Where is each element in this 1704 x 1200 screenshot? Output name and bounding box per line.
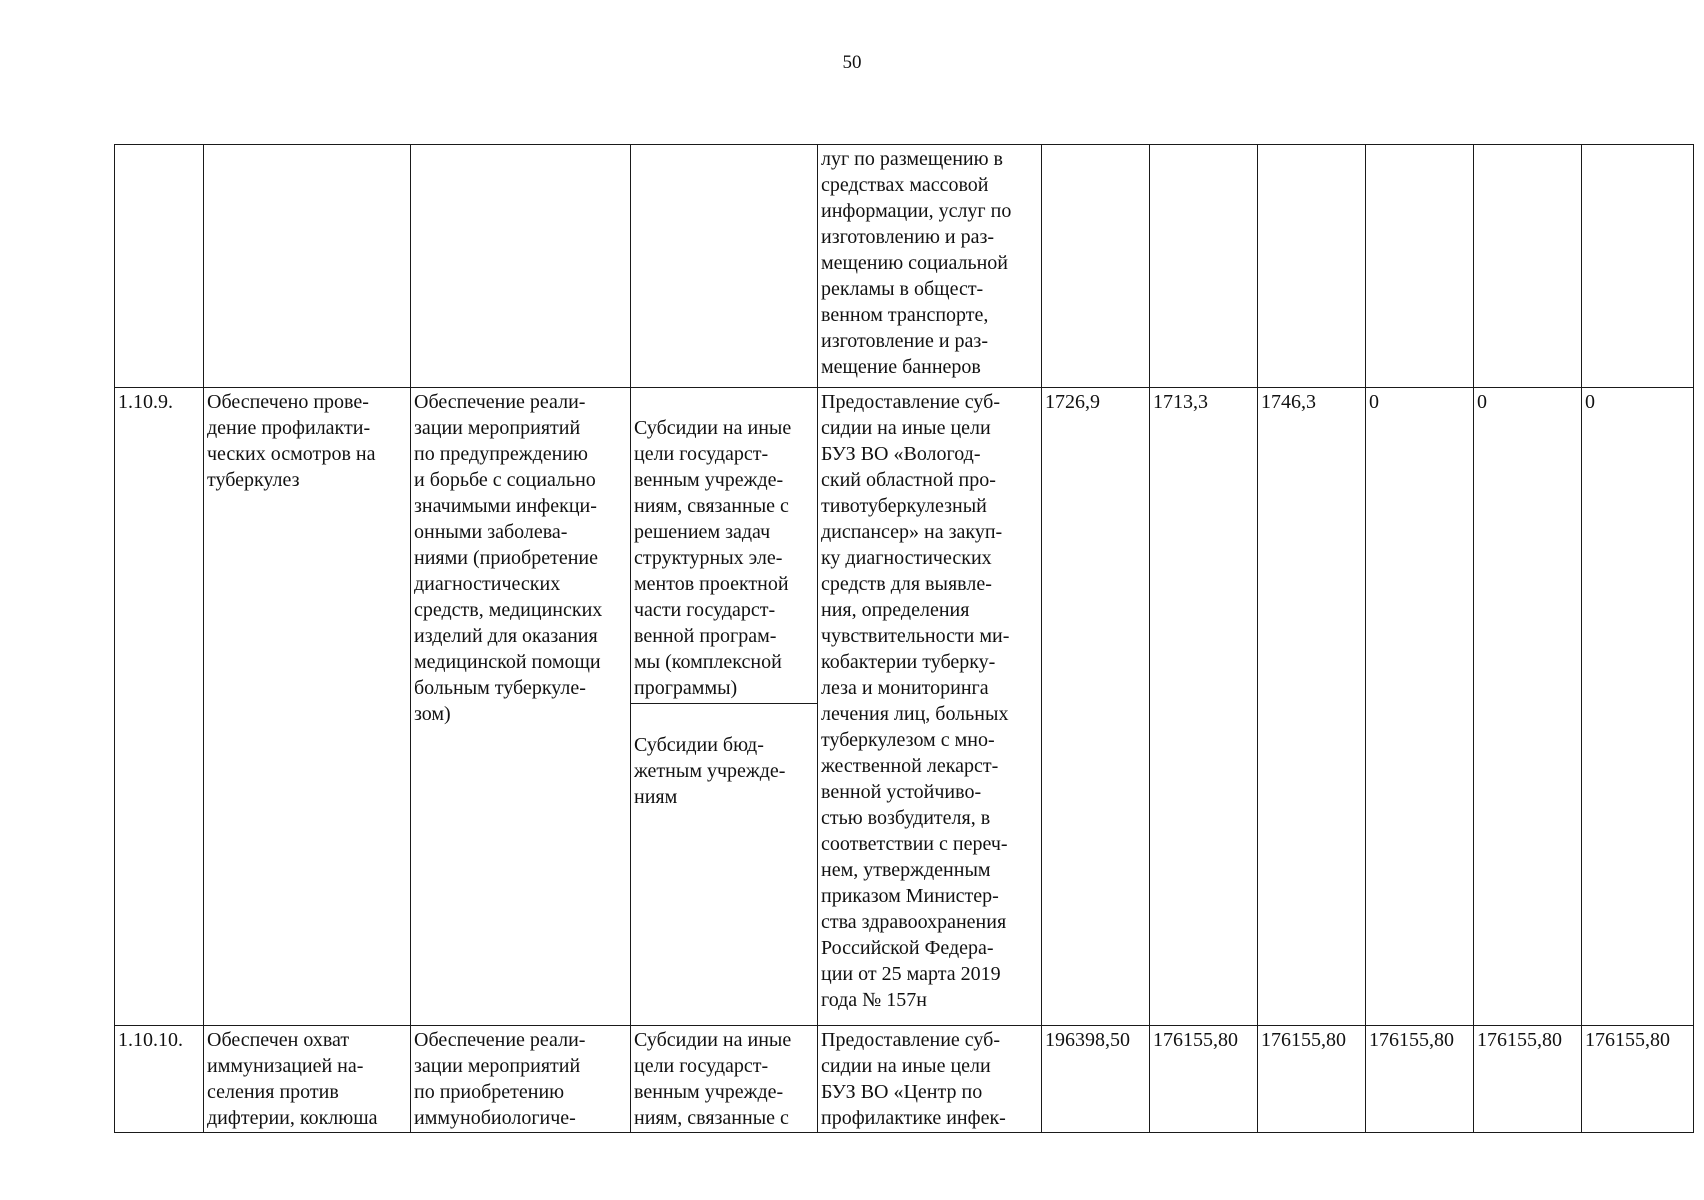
cell-value-3 <box>1258 145 1366 388</box>
funding-source-primary: Субсидии на иные цели государст- венным учрежде- ниям, связанные с решением задач структурных эле- ментов проектной части государст- венной програм- мы (комплексной программы) <box>631 414 817 704</box>
cell-measure: Обеспечение реали- зации мероприятий по предупреждению и борьбе с социально значимыми инфекци- онными заболева- ниями (приобретение диагностических средств, медицинских изделий для оказания медицинской помощи больным туберкуле- зом) <box>411 388 631 1026</box>
cell-funding-source: Субсидии на иные цели государст- венным учрежде- ниям, связанные с <box>631 1026 818 1133</box>
cell-value-4: 0 <box>1366 388 1474 1026</box>
table-row <box>115 1026 1694 1133</box>
cell-value-5: 176155,80 <box>1474 1026 1582 1133</box>
cell-description: луг по размещению в средствах массовой информации, услуг по изготовлению и раз- мещению социальной рекламы в общест- венном транспорте, изготовление и раз- мещение баннеров <box>818 145 1042 388</box>
cell-value-1: 1726,9 <box>1042 388 1150 1026</box>
cell-value-4 <box>1366 145 1474 388</box>
cell-measure: Обеспечение реали- зации мероприятий по приобретению иммунобиологиче- <box>411 1026 631 1133</box>
cell-id <box>115 145 204 388</box>
table-row <box>115 388 1694 1026</box>
program-measures-table <box>114 144 1694 1133</box>
cell-description: Предоставление суб- сидии на иные цели БУЗ ВО «Центр по профилактике инфек- <box>818 1026 1042 1133</box>
cell-description: Предоставление суб- сидии на иные цели БУЗ ВО «Вологод- ский областной про- тивотуберкулезный диспансер» на закуп- ку диагностических средств для выявле- ния, определения чувствительности ми- кобактерии туберку- леза и мониторинга лечения лиц, больных туберкулезом с мно- жественной лекарст- венной устойчиво- стью возбудителя, в соответствии с переч- нем, утвержденным приказом Министер- ства здравоохранения Российской Федера- ции от 25 марта 2019 года № 157н <box>818 388 1042 1026</box>
cell-value-3: 1746,3 <box>1258 388 1366 1026</box>
cell-id: 1.10.10. <box>115 1026 204 1133</box>
cell-value-5: 0 <box>1474 388 1582 1026</box>
cell-value-2: 176155,80 <box>1150 1026 1258 1133</box>
cell-value-6: 0 <box>1582 388 1694 1026</box>
funding-source-secondary: Субсидии бюд- жетным учрежде- ниям <box>634 734 786 808</box>
table-row <box>115 145 1694 388</box>
cell-value-3: 176155,80 <box>1258 1026 1366 1133</box>
cell-id: 1.10.9. <box>115 388 204 1026</box>
cell-result <box>204 145 411 388</box>
cell-value-2 <box>1150 145 1258 388</box>
cell-value-4: 176155,80 <box>1366 1026 1474 1133</box>
cell-measure <box>411 145 631 388</box>
cell-value-6 <box>1582 145 1694 388</box>
cell-funding-source <box>631 388 818 1026</box>
cell-funding-source <box>631 145 818 388</box>
cell-result: Обеспечен охват иммунизацией на- селения против дифтерии, коклюша <box>204 1026 411 1133</box>
cell-value-5 <box>1474 145 1582 388</box>
cell-value-6: 176155,80 <box>1582 1026 1694 1133</box>
cell-value-2: 1713,3 <box>1150 388 1258 1026</box>
cell-value-1 <box>1042 145 1150 388</box>
cell-result: Обеспечено прове- дение профилакти- ческих осмотров на туберкулез <box>204 388 411 1026</box>
page-number: 50 <box>842 52 862 73</box>
cell-value-1: 196398,50 <box>1042 1026 1150 1133</box>
